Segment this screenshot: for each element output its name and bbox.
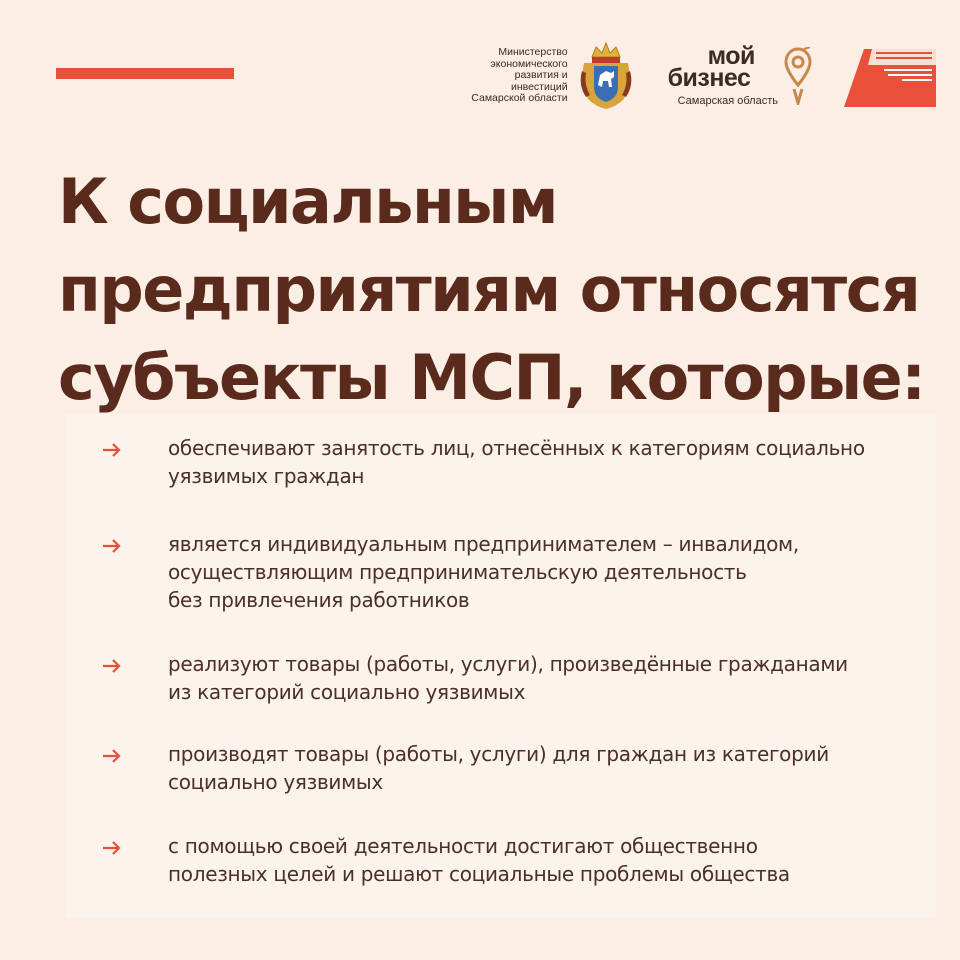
- arrow-right-icon: [102, 840, 122, 856]
- list-item-text: обеспечивают занятость лиц, отнесённых к категориям социально уязвимых граждан: [168, 436, 865, 488]
- list-item-text: является индивидуальным предпринимателем – инвалидом, осуществляющим предпринимательскую деятельность без привлечения работников: [168, 532, 799, 612]
- title-line-1: К социальным: [58, 165, 558, 238]
- page-title: [58, 158, 938, 422]
- arrow-right-icon: [102, 538, 122, 554]
- national-projects-msp-logo: [844, 45, 936, 107]
- moi-biznes-line2: бизнес: [667, 64, 751, 92]
- accent-bar: [56, 68, 234, 79]
- list-item-text: с помощью своей деятельности достигают общественно полезных целей и решают социальные проблемы общества: [168, 834, 790, 886]
- criteria-panel: [66, 414, 936, 918]
- list-item: [102, 530, 932, 614]
- list-item: [102, 832, 932, 888]
- samara-region-crest-icon: [578, 41, 634, 111]
- list-item: [102, 740, 932, 796]
- moi-biznes-logo: [667, 42, 778, 107]
- arrow-right-icon: [102, 442, 122, 458]
- arrow-right-icon: [102, 658, 122, 674]
- list-item-text: производят товары (работы, услуги) для граждан из категорий социально уязвимых: [168, 742, 829, 794]
- list-item: [102, 434, 932, 490]
- arrow-right-icon: [102, 748, 122, 764]
- header-logos: [458, 26, 936, 126]
- list-item: [102, 650, 932, 706]
- title-line-3: субъекты МСП, которые:: [58, 341, 925, 414]
- location-pin-logo-icon: [784, 47, 812, 105]
- ministry-name: Министерство экономического развития и инвестиций Самарской области: [471, 46, 568, 105]
- moi-biznes-line1: мой: [707, 42, 755, 70]
- list-item-text: реализуют товары (работы, услуги), произведённые гражданами из категорий социально уязвимых: [168, 652, 848, 704]
- moi-biznes-region: Самарская область: [677, 95, 778, 107]
- title-line-2: предприятиям относятся: [58, 253, 920, 326]
